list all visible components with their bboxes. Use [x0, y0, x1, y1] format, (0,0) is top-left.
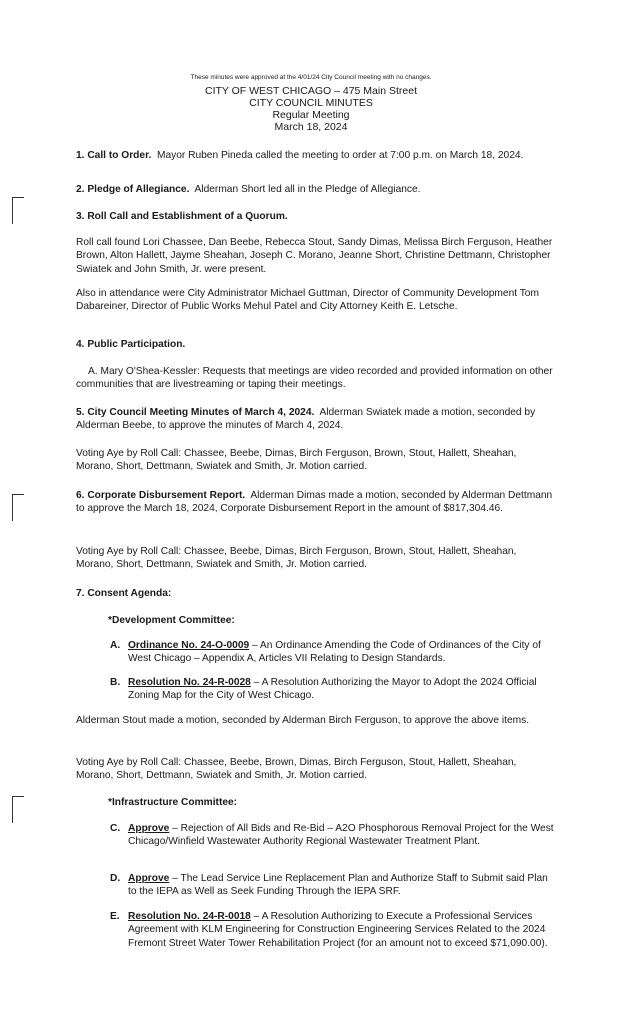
item-reference: Approve: [128, 873, 170, 884]
meeting-type: Regular Meeting: [272, 109, 350, 121]
item-letter: C.: [110, 823, 121, 834]
infrastructure-committee-heading: *Infrastructure Committee:: [108, 797, 238, 808]
consent-motion-text: Alderman Stout made a motion, seconded by Alderman Birch Ferguson, to approve the above items.: [76, 715, 530, 726]
agenda-item-d: [110, 872, 556, 899]
item-description: – The Lead Service Line Replacement Plan and Authorize Staff to Submit said Plan to the IEPA as Well as Seek Funding Through the IEPA SRF.: [128, 873, 548, 898]
section-heading: 1. Call to Order.: [76, 150, 152, 161]
vote-record: Voting Aye by Roll Call: Chassee, Beebe, Dimas, Birch Ferguson, Brown, Stout, Hallett, Sheahan, Morano, Short, Dettmann, Swiatek and Smith, Jr. Motion carried.: [76, 546, 517, 571]
vote-record: Voting Aye by Roll Call: Chassee, Beebe, Dimas, Birch Ferguson, Brown, Stout, Hallett, Sheahan, Morano, Short, Dettmann, Swiatek and Smith, Jr. Motion carried.: [76, 448, 517, 473]
item-description: – A Resolution Authorizing the Mayor to Adopt the 2024 Official Zoning Map for the City of West Chicago.: [128, 677, 537, 702]
agenda-item-a: [110, 639, 556, 666]
section-heading: 2. Pledge of Allegiance.: [76, 184, 190, 195]
item-description: – A Resolution Authorizing to Execute a Professional Services Agreement with KLM Engineering for Construction Engineering Services Related to the 2024 Fremont Street Water Tower Rehabilitation Project (for an amount not to exceed $71,090.00).: [128, 911, 548, 949]
agenda-item-e: [110, 910, 556, 950]
section-roll-call-heading: [76, 210, 554, 223]
item-letter: E.: [110, 911, 120, 922]
section-minutes-approval: [76, 406, 554, 433]
vote-record: Voting Aye by Roll Call: Chassee, Beebe, Brown, Dimas, Birch Ferguson, Stout, Hallett, Sheahan, Morano, Short, Dettmann, Swiatek and Smith, Jr. Motion carried.: [76, 757, 517, 782]
margin-bracket-mark: [12, 197, 24, 224]
section-pledge: [76, 183, 554, 196]
section-disbursement-report: [76, 489, 554, 516]
meeting-date: March 18, 2024: [274, 121, 348, 133]
section-call-to-order: [76, 149, 554, 162]
item-reference: Resolution No. 24-R-0028: [128, 677, 251, 688]
item-description: – An Ordinance Amending the Code of Ordinances of the City of West Chicago – Appendix A, Articles VII Relating to Design Standards.: [128, 640, 541, 665]
section-heading: 7. Consent Agenda:: [76, 588, 172, 599]
document-title: CITY COUNCIL MINUTES: [249, 97, 373, 109]
section-heading: 4. Public Participation.: [76, 339, 186, 350]
margin-bracket-mark: [12, 494, 24, 521]
section-heading: 3. Roll Call and Establishment of a Quorum.: [76, 211, 288, 222]
item-reference: Resolution No. 24-R-0018: [128, 911, 251, 922]
item-letter: B.: [110, 677, 121, 688]
section-text: Alderman Short led all in the Pledge of Allegiance.: [194, 184, 421, 195]
item-reference: Ordinance No. 24-O-0009: [128, 640, 250, 651]
development-committee-heading: *Development Committee:: [108, 615, 235, 626]
item-letter: A.: [110, 640, 121, 651]
agenda-item-c: [110, 822, 556, 849]
approval-note: These minutes were approved at the 4/01/24 City Council meeting with no changes.: [190, 74, 432, 81]
section-text: Alderman Swiatek made a motion, seconded by Alderman Beebe, to approve the minutes of March 4, 2024.: [76, 407, 536, 432]
section-consent-agenda: [76, 587, 554, 600]
roll-call-text: Roll call found Lori Chassee, Dan Beebe, Rebecca Stout, Sandy Dimas, Melissa Birch Ferguson, Heather Brown, Alton Hallett, Jayme Sheahan, Joseph C. Morano, Jeanne Short, Christine Dettmann, Christopher Swiatek and John Smith, Jr. were present.: [76, 237, 553, 275]
section-text: Mayor Ruben Pineda called the meeting to order at 7:00 p.m. on March 18, 2024.: [156, 150, 524, 161]
item-letter: D.: [110, 873, 121, 884]
margin-bracket-mark: [12, 796, 24, 823]
item-reference: Approve: [128, 823, 170, 834]
city-header: CITY OF WEST CHICAGO – 475 Main Street: [204, 85, 417, 97]
public-comment-item: A. Mary O'Shea-Kessler: Requests that meetings are video recorded and provided information on other communities that are livestreaming or taping their meetings.: [76, 366, 553, 391]
attendance-text: Also in attendance were City Administrator Michael Guttman, Director of Community Development Tom Dabareiner, Director of Public Works Mehul Patel and City Attorney Keith E. Letsche.: [76, 288, 539, 313]
section-text: Alderman Dimas made a motion, seconded by Alderman Dettmann to approve the March 18, 2024, Corporate Disbursement Report in the amount of $817,304.46.: [76, 490, 553, 515]
agenda-item-b: [110, 676, 556, 703]
section-heading: 6. Corporate Disbursement Report.: [76, 490, 246, 501]
item-description: – Rejection of All Bids and Re-Bid – A2O Phosphorous Removal Project for the West Chicago/Winfield Wastewater Authority Regional Wastewater Treatment Plant.: [128, 823, 554, 848]
section-public-participation: [76, 338, 554, 351]
section-heading: 5. City Council Meeting Minutes of March 4, 2024.: [76, 407, 315, 418]
